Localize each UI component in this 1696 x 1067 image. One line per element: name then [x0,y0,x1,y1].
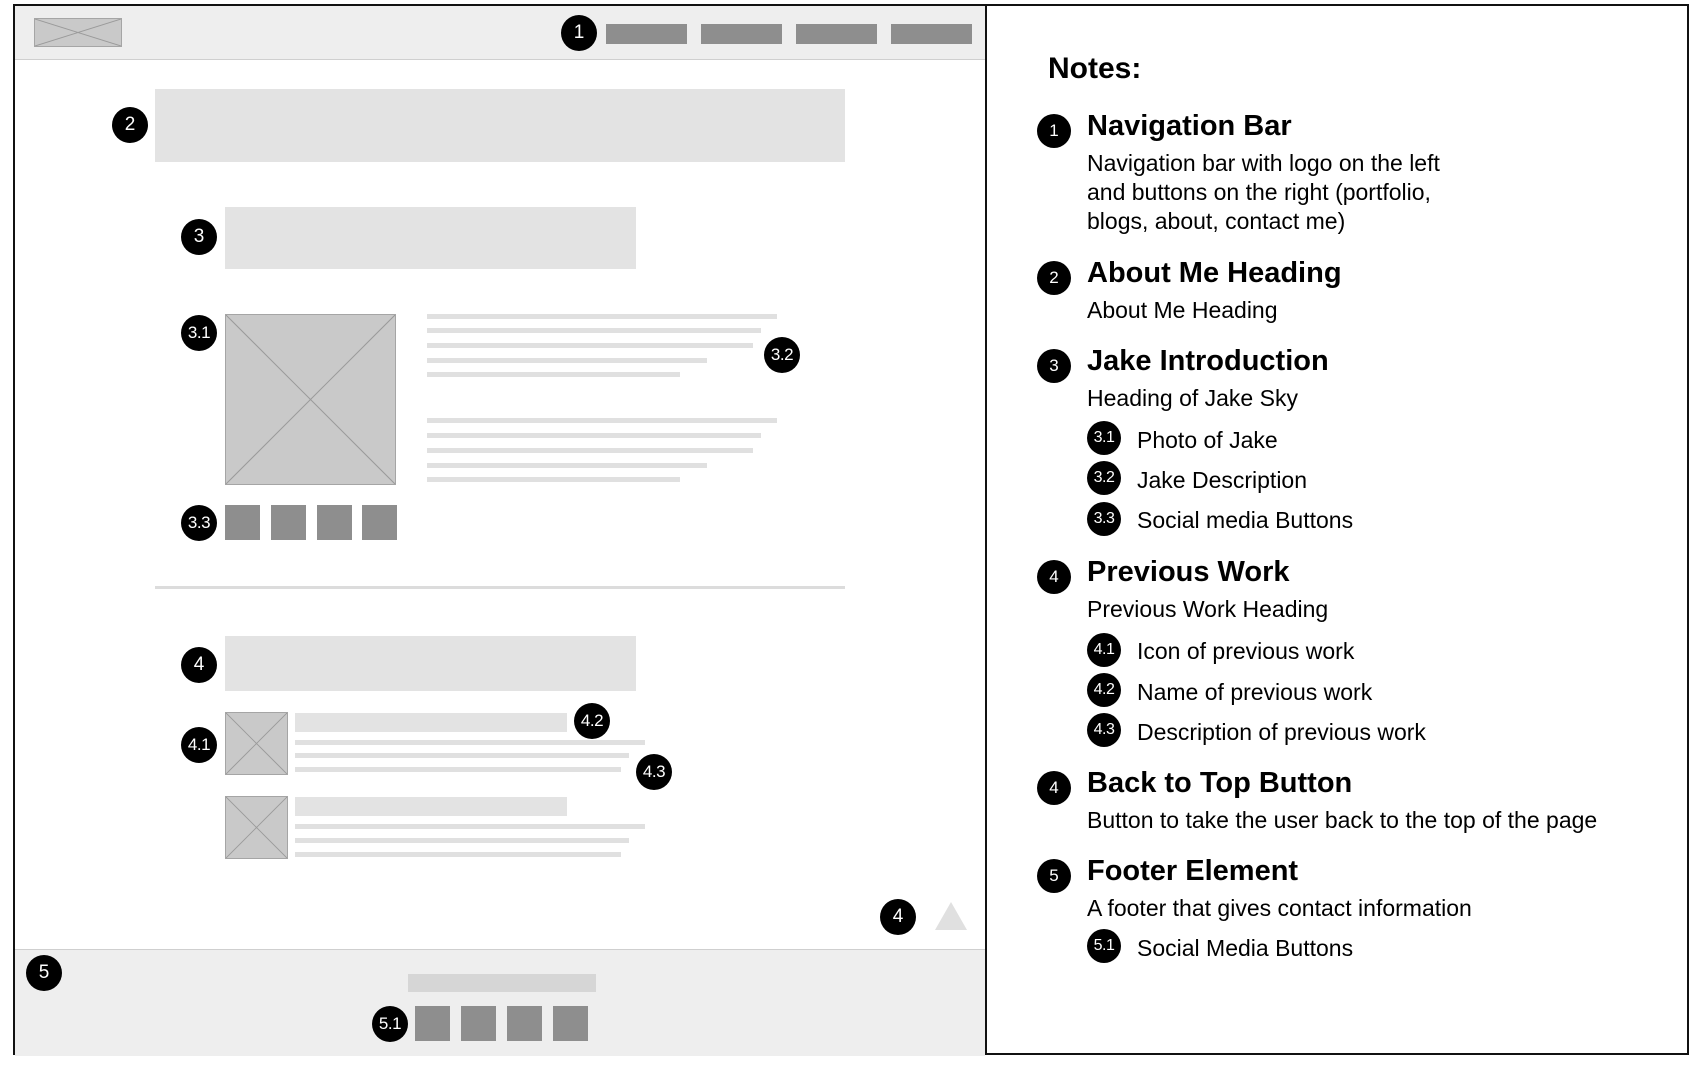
note-badge: 3 [1037,349,1071,383]
desc-line [427,418,777,423]
work-name-block [295,713,567,732]
desc-line [427,463,707,468]
work-name-block [295,797,567,816]
footer-area [15,949,985,1056]
desc-line [427,358,707,363]
note-desc-line: blogs, about, contact me) [1087,208,1346,234]
note-title-back-to-top: Back to Top Button [1087,767,1353,799]
panel-divider [985,4,987,1055]
work-desc-line [295,824,645,829]
note-title-jake-introduction: Jake Introduction [1087,345,1329,377]
note-sub-label: Photo of Jake [1137,427,1278,453]
work-desc-line [295,740,645,745]
footer-social-button [415,1006,450,1041]
note-sub-label: Jake Description [1137,467,1308,493]
badge-nav: 1 [561,15,597,51]
photo-placeholder [225,314,396,485]
note-sub-label: Name of previous work [1137,679,1373,705]
social-button [225,505,260,540]
social-button [362,505,397,540]
desc-line [427,433,761,438]
footer-social-button [507,1006,542,1041]
work-desc-line [295,753,629,758]
notes-title: Notes: [1048,52,1142,85]
note-sub-badge: 4.3 [1087,713,1121,747]
back-to-top-triangle-icon [933,900,969,932]
desc-line [427,448,753,453]
badge-work-icon: 4.1 [181,727,217,763]
note-badge: 4 [1037,560,1071,594]
note-badge: 1 [1037,114,1071,148]
note-title-previous-work: Previous Work [1087,556,1290,588]
badge-intro: 3 [181,219,217,255]
note-desc-line: Navigation bar with logo on the left [1087,150,1440,176]
note-sub-badge: 3.3 [1087,502,1121,536]
badge-photo: 3.1 [181,315,217,351]
note-sub-label: Description of previous work [1137,719,1426,745]
note-badge: 4 [1037,771,1071,805]
badge-social: 3.3 [181,505,217,541]
note-desc-line: and buttons on the right (portfolio, [1087,179,1431,205]
note-sub-badge: 5.1 [1087,929,1121,963]
note-sub-label: Social Media Buttons [1137,935,1354,961]
note-sub-badge: 4.2 [1087,673,1121,707]
work-desc-line [295,767,621,772]
nav-button-portfolio [606,24,687,44]
badge-footer-social: 5.1 [372,1006,408,1042]
note-desc-line: A footer that gives contact information [1087,895,1472,921]
badge-about: 2 [112,107,148,143]
badge-footer: 5 [26,955,62,991]
footer-social-button [553,1006,588,1041]
footer-social-button [461,1006,496,1041]
section-separator [155,586,845,589]
note-sub-label: Social media Buttons [1137,507,1354,533]
note-badge: 2 [1037,261,1071,295]
note-title-footer-element: Footer Element [1087,855,1299,887]
about-heading-block [155,89,845,162]
desc-line [427,343,753,348]
badge-work-name: 4.2 [574,703,610,739]
badge-work-desc: 4.3 [636,754,672,790]
work-icon-placeholder [225,712,288,775]
note-badge: 5 [1037,859,1071,893]
note-sub-badge: 3.1 [1087,421,1121,455]
nav-button-about [796,24,877,44]
note-desc-line: Heading of Jake Sky [1087,385,1298,411]
desc-line [427,314,777,319]
work-desc-line [295,838,629,843]
badge-work: 4 [181,647,217,683]
desc-line [427,372,680,377]
work-icon-placeholder [225,796,288,859]
logo-placeholder [34,18,122,47]
nav-button-blogs [701,24,782,44]
social-button [317,505,352,540]
note-desc-line: Previous Work Heading [1087,596,1329,622]
work-desc-line [295,852,621,857]
note-sub-badge: 4.1 [1087,633,1121,667]
note-title-about-me: About Me Heading [1087,257,1342,289]
note-desc-line: About Me Heading [1087,297,1278,323]
note-desc-line: Button to take the user back to the top of the page [1087,807,1598,833]
nav-button-contact [891,24,972,44]
desc-line [427,328,761,333]
badge-back-to-top: 4 [880,899,916,935]
note-sub-label: Icon of previous work [1137,638,1355,664]
note-sub-badge: 3.2 [1087,461,1121,495]
badge-description: 3.2 [764,337,800,373]
work-heading-block [225,636,636,691]
footer-text-block [408,974,596,992]
intro-heading-block [225,207,636,269]
desc-line [427,477,680,482]
note-title-navigation-bar: Navigation Bar [1087,110,1292,142]
social-button [271,505,306,540]
